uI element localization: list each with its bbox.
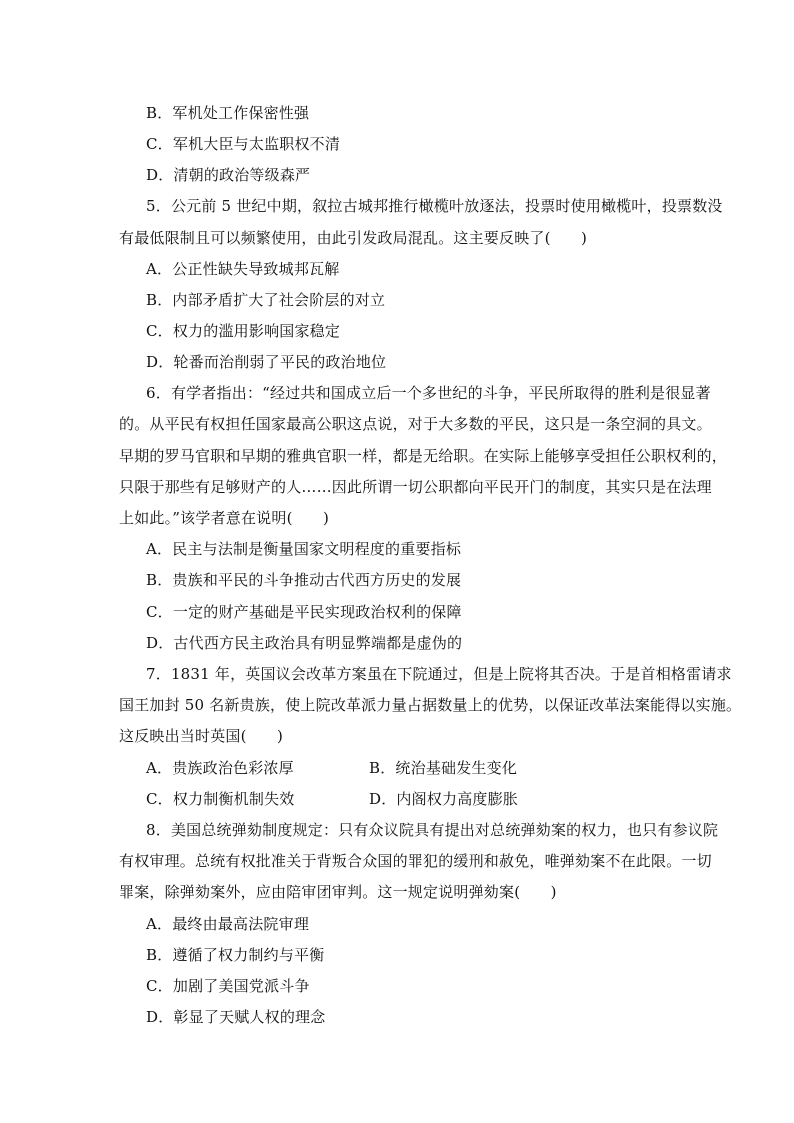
q6-stem-line-4: 只限于那些有足够财产的人……因此所谓一切公职都向平民开门的制度，其实只是在法理 [119, 478, 712, 496]
q5-stem-line-2: 有最低限制且可以频繁使用，由此引发政局混乱。这主要反映了( ) [119, 229, 588, 247]
q7-options-row-2 [146, 789, 592, 809]
q7-options-row-1 [146, 758, 592, 778]
q8-option-d: D．彰显了天赋人权的理念 [146, 1008, 326, 1026]
q7-option-d: D．内阁权力高度膨胀 [369, 790, 519, 808]
q5-stem-line-1: 5．公元前 5 世纪中期，叙拉古城邦推行橄榄叶放逐法，投票时使用橄榄叶，投票数没 [146, 197, 723, 215]
q8-stem-line-2: 有权审理。总统有权批准关于背叛合众国的罪犯的缓刑和赦免，唯弹劾案不在此限。一切 [119, 852, 712, 870]
q7-option-c: C．权力制衡机制失效 [146, 790, 295, 808]
q6-stem-line-1: 6．有学者指出：“经过共和国成立后一个多世纪的斗争，平民所取得的胜利是很显著 [146, 384, 711, 402]
q7-option-a: A．贵族政治色彩浓厚 [146, 759, 294, 777]
q8-option-c: C．加剧了美国党派斗争 [146, 977, 310, 995]
q6-option-b: B．贵族和平民的斗争推动古代西方历史的发展 [146, 571, 462, 589]
q8-stem-line-3: 罪案，除弹劾案外，应由陪审团审判。这一规定说明弹劾案( ) [119, 883, 557, 901]
q7-stem-line-2: 国王加封 50 名新贵族，使上院改革派力量占据数量上的优势，以保证改革法案能得以实施。 [119, 696, 742, 714]
q7-stem-line-3: 这反映出当时英国( ) [119, 727, 284, 745]
q5-option-a: A．公正性缺失导致城邦瓦解 [146, 260, 340, 278]
q6-stem-line-5: 上如此。”该学者意在说明( ) [119, 509, 330, 527]
q6-stem-line-2: 的。从平民有权担任国家最高公职这点说，对于大多数的平民，这只是一条空洞的具文。 [119, 415, 712, 433]
q6-option-a: A．民主与法制是衡量国家文明程度的重要指标 [146, 540, 462, 558]
q7-stem-line-1: 7．1831 年，英国议会改革方案虽在下院通过，但是上院将其否决。于是首相格雷请求 [146, 665, 732, 683]
q6-option-d: D．古代西方民主政治具有明显弊端都是虚伪的 [146, 634, 463, 652]
q8-stem-line-1: 8．美国总统弹劾制度规定：只有众议院具有提出对总统弹劾案的权力，也只有参议院 [146, 821, 719, 839]
q5-option-b: B．内部矛盾扩大了社会阶层的对立 [146, 291, 386, 309]
q8-option-b: B．遵循了权力制约与平衡 [146, 946, 325, 964]
prev-option-b: B．军机处工作保密性强 [146, 104, 310, 122]
prev-option-c: C．军机大臣与太监职权不清 [146, 135, 341, 153]
q6-option-c: C．一定的财产基础是平民实现政治权利的保障 [146, 603, 462, 621]
q5-option-d: D．轮番而治削弱了平民的政治地位 [146, 353, 387, 371]
q6-stem-line-3: 早期的罗马官职和早期的雅典官职一样，都是无给职。在实际上能够享受担任公职权利的， [119, 447, 728, 465]
q5-option-c: C．权力的滥用影响国家稳定 [146, 322, 341, 340]
q8-option-a: A．最终由最高法院审理 [146, 915, 310, 933]
q7-option-b: B．统治基础发生变化 [369, 759, 518, 777]
prev-option-d: D．清朝的政治等级森严 [146, 166, 311, 184]
